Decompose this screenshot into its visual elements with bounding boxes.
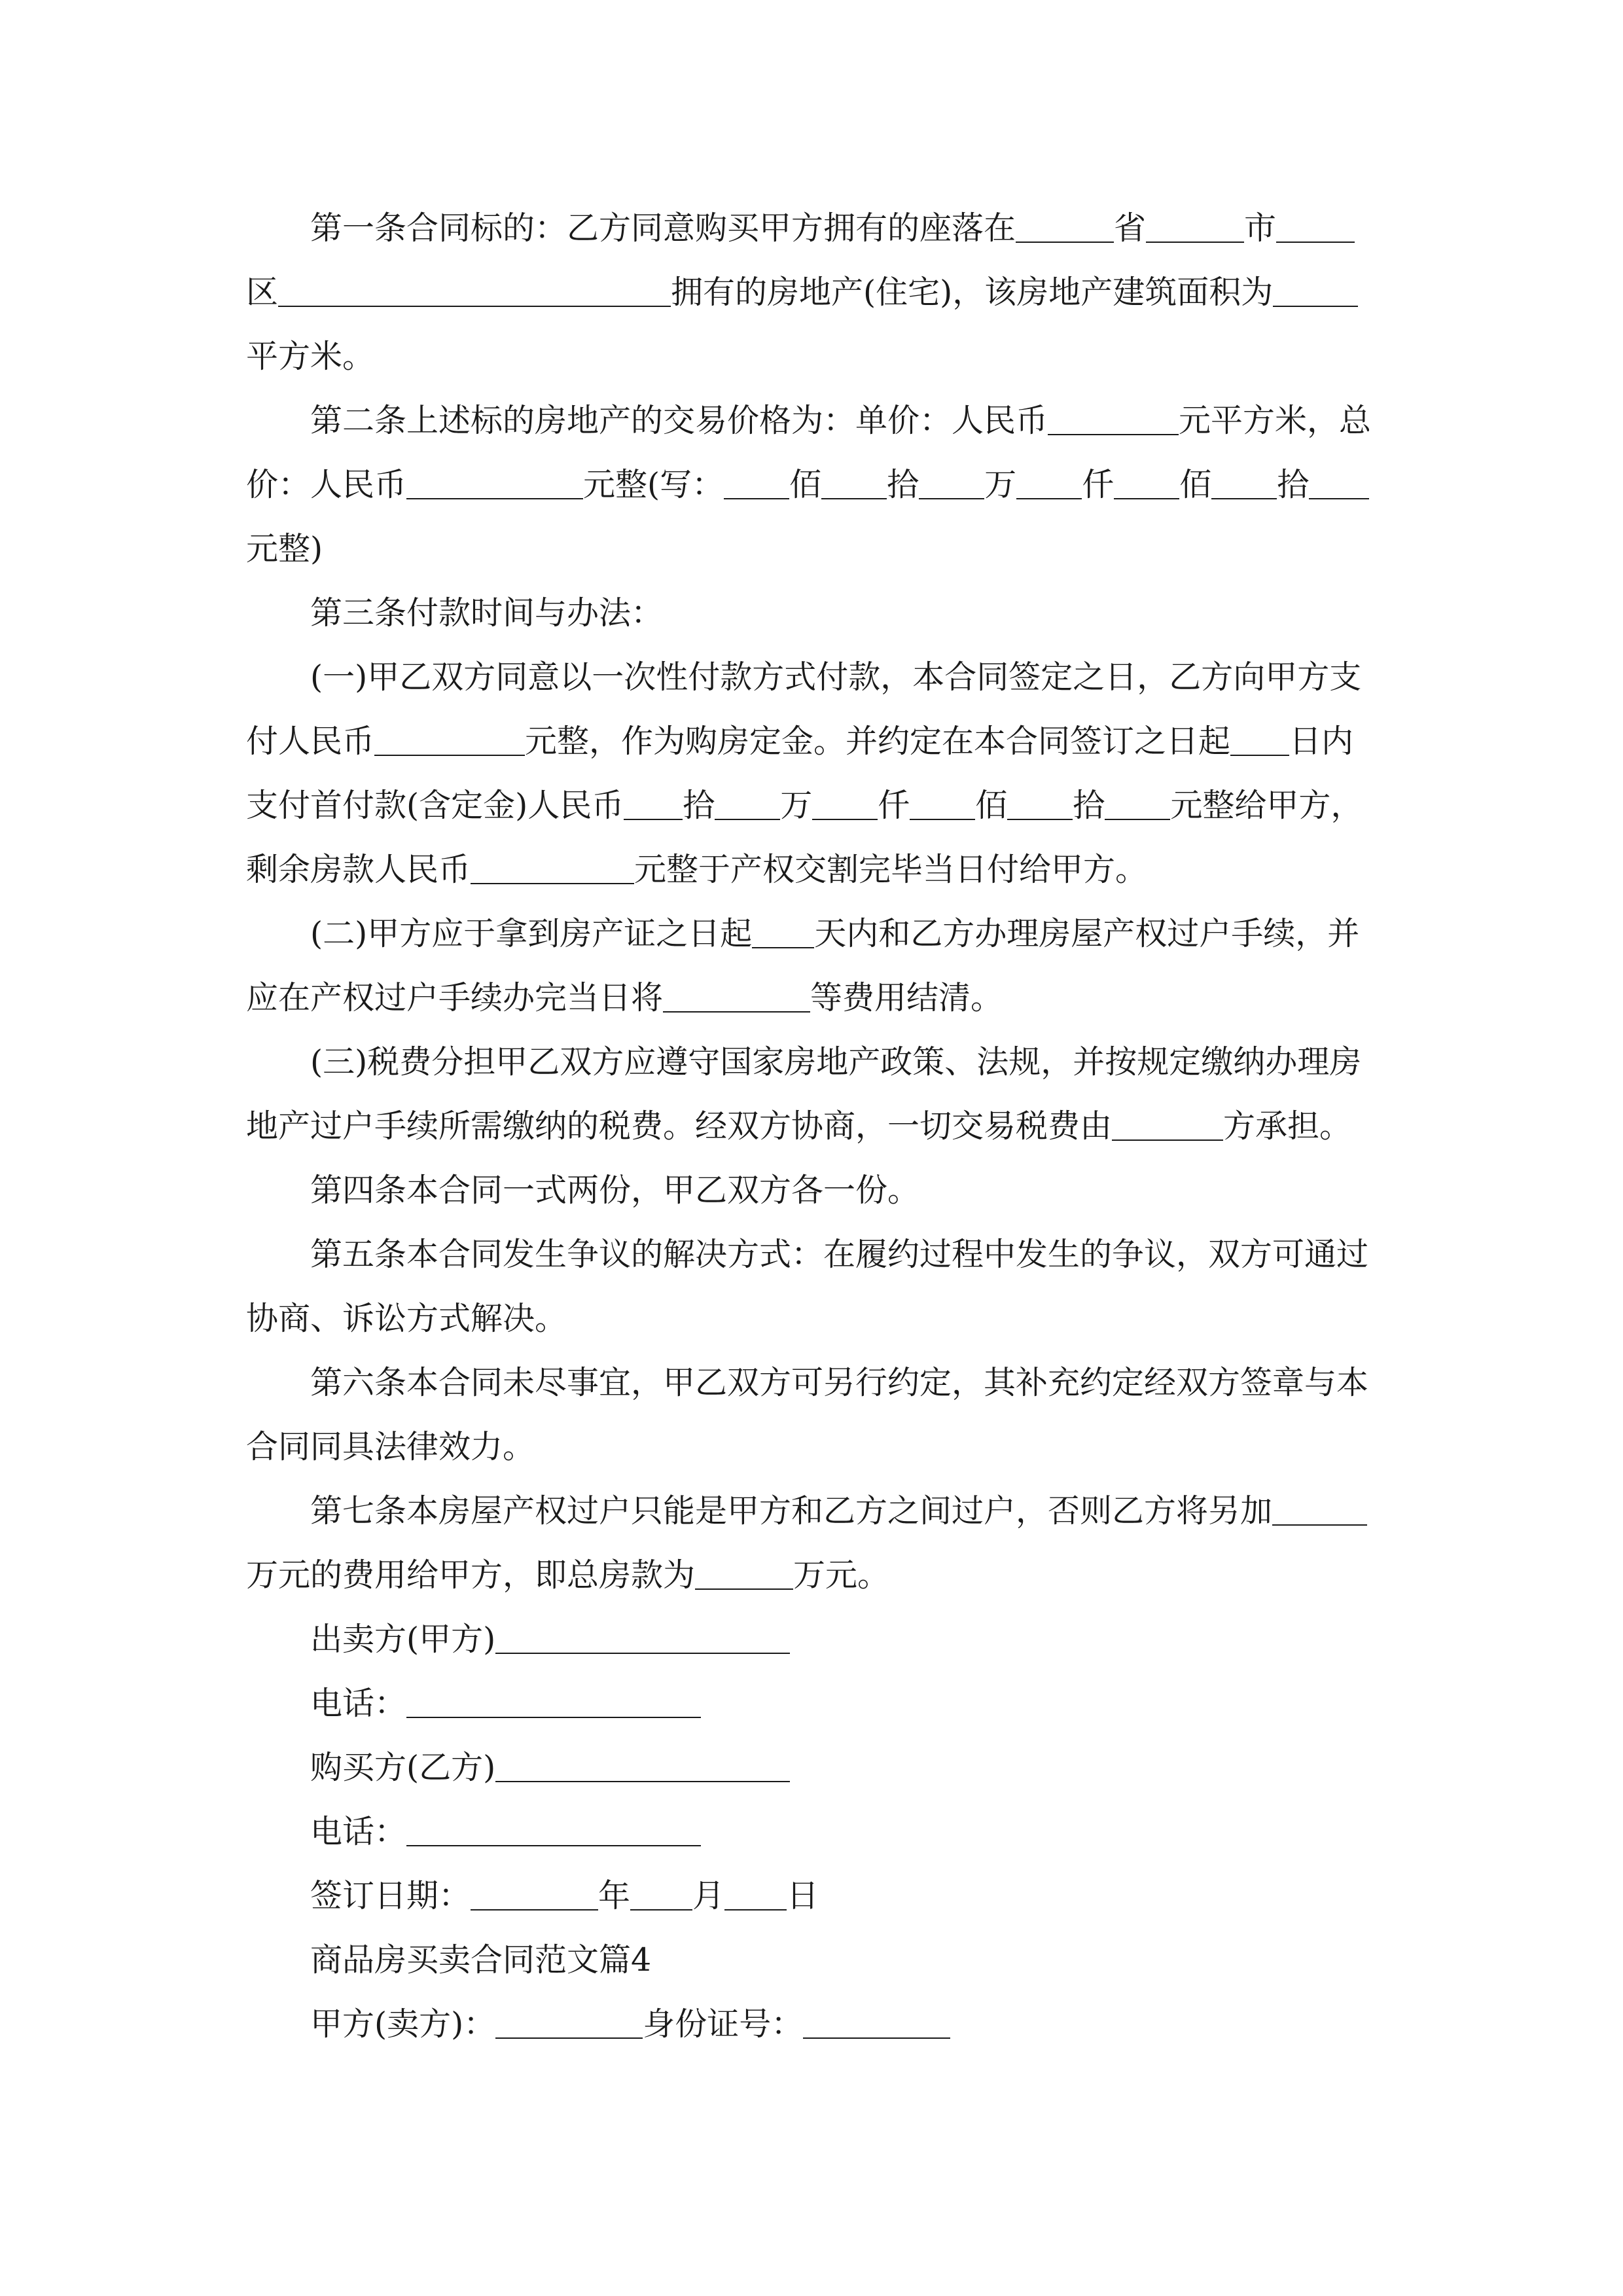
seller-phone xyxy=(310,1672,701,1736)
text: 佰 xyxy=(975,787,1008,824)
text: 万 xyxy=(984,466,1017,503)
fees-blank[interactable] xyxy=(663,973,810,1013)
text: 甲方(卖方)： xyxy=(310,2005,496,2043)
text: 仟 xyxy=(878,787,910,824)
text: 日内 xyxy=(1289,723,1354,760)
text: 市 xyxy=(1244,209,1277,247)
text: 仟 xyxy=(1082,466,1115,503)
deposit-blank[interactable] xyxy=(374,717,525,756)
amount-blank[interactable] xyxy=(812,781,878,820)
text: 佰 xyxy=(789,466,822,503)
amount-blank[interactable] xyxy=(1114,460,1179,499)
text: 身份证号： xyxy=(643,2005,804,2043)
address-blank[interactable] xyxy=(278,268,671,307)
article5-line2: 协商、诉讼方式解决。 xyxy=(246,1300,567,1337)
text: 等费用结清。 xyxy=(810,979,1003,1016)
text: 区 xyxy=(246,274,279,311)
text: 元平方米，总 xyxy=(1179,402,1372,439)
article2-line2 xyxy=(246,453,1369,517)
days-blank[interactable] xyxy=(1230,717,1289,756)
amount-blank[interactable] xyxy=(1309,460,1369,499)
text: 购买方(乙方) xyxy=(310,1749,496,1786)
text: 剩余房款人民币 xyxy=(246,851,471,888)
signing-date xyxy=(310,1864,819,1928)
text: 地产过户手续所需缴纳的税费。经双方协商，一切交易税费由 xyxy=(246,1107,1113,1145)
amount-blank[interactable] xyxy=(919,460,984,499)
text: 拾 xyxy=(1277,466,1310,503)
tax-party-blank[interactable] xyxy=(1112,1102,1223,1141)
text: 拥有的房地产(住宅)，该房地产建筑面积为 xyxy=(671,274,1274,311)
year-blank[interactable] xyxy=(471,1871,598,1910)
article3-p1-line1: (一)甲乙双方同意以一次性付款方式付款，本合同签定之日，乙方向甲方支 xyxy=(310,658,1362,696)
article1-line2 xyxy=(246,260,1358,325)
total-price-blank[interactable] xyxy=(406,460,583,499)
text: 应在产权过户手续办完当日将 xyxy=(246,979,664,1016)
seller-name-blank[interactable] xyxy=(495,1615,790,1654)
text: 拾 xyxy=(1073,787,1105,824)
party-a-name-blank[interactable] xyxy=(495,2000,643,2039)
amount-blank[interactable] xyxy=(1016,460,1082,499)
total-blank[interactable] xyxy=(695,1551,793,1590)
district-blank[interactable] xyxy=(1276,204,1355,243)
month-blank[interactable] xyxy=(630,1871,692,1910)
next-party-line xyxy=(310,1992,950,2056)
unit-price-blank[interactable] xyxy=(1048,396,1179,435)
amount-blank[interactable] xyxy=(910,781,975,820)
text: 元整给甲方， xyxy=(1170,787,1363,824)
seller-phone-blank[interactable] xyxy=(406,1679,701,1718)
buyer-phone-blank[interactable] xyxy=(406,1807,701,1846)
article6-line1: 第六条本合同未尽事宜，甲乙双方可另行约定，其补充约定经双方签章与本 xyxy=(310,1364,1369,1401)
buyer-phone xyxy=(310,1800,701,1864)
amount-blank[interactable] xyxy=(724,460,789,499)
text: 价：人民币 xyxy=(246,466,407,503)
text: 万 xyxy=(780,787,813,824)
article3-p1-line2 xyxy=(246,709,1353,774)
text: 出卖方(甲方) xyxy=(310,1621,496,1658)
text: 万元。 xyxy=(793,1556,890,1594)
article4: 第四条本合同一式两份，甲乙双方各一份。 xyxy=(310,1172,920,1209)
text: 签订日期： xyxy=(310,1877,471,1914)
text: 拾 xyxy=(683,787,715,824)
article3-p1-line4 xyxy=(246,838,1147,902)
text: 省 xyxy=(1114,209,1147,247)
text: 佰 xyxy=(1179,466,1212,503)
article2-line1 xyxy=(310,389,1371,453)
text: 月 xyxy=(692,1877,725,1914)
text: 拾 xyxy=(887,466,919,503)
text: 电话： xyxy=(310,1813,407,1850)
article3-p3-line1: (三)税费分担甲乙双方应遵守国家房地产政策、法规，并按规定缴纳办理房 xyxy=(310,1043,1362,1081)
buyer-name-blank[interactable] xyxy=(495,1743,790,1782)
text: 支付首付款(含定金)人民币 xyxy=(246,787,624,824)
city-blank[interactable] xyxy=(1146,204,1244,243)
amount-blank[interactable] xyxy=(821,460,887,499)
text: 第七条本房屋产权过户只能是甲方和乙方之间过户，否则乙方将另加 xyxy=(310,1492,1273,1530)
extra-fee-blank[interactable] xyxy=(1272,1486,1367,1526)
article1-line3: 平方米。 xyxy=(246,338,375,375)
article3-p2-line1 xyxy=(310,902,1359,966)
article3-p2-line2 xyxy=(246,966,1003,1030)
text: 年 xyxy=(598,1877,631,1914)
article6-line2: 合同同具法律效力。 xyxy=(246,1428,535,1465)
article7-line1 xyxy=(310,1479,1367,1543)
text: 天内和乙方办理房屋产权过户手续，并 xyxy=(814,915,1360,952)
amount-blank[interactable] xyxy=(1211,460,1277,499)
article3-p3-line2 xyxy=(246,1094,1351,1158)
day-blank[interactable] xyxy=(724,1871,787,1910)
article1-line1 xyxy=(310,196,1355,260)
text: 元整于产权交割完毕当日付给甲方。 xyxy=(634,851,1148,888)
amount-blank[interactable] xyxy=(715,781,780,820)
article5-line1: 第五条本合同发生争议的解决方式：在履约过程中发生的争议，双方可通过 xyxy=(310,1236,1369,1273)
text: 付人民币 xyxy=(246,723,375,760)
article7-line2 xyxy=(246,1543,889,1607)
balance-blank[interactable] xyxy=(471,845,634,884)
text: 第一条合同标的：乙方同意购买甲方拥有的座落在 xyxy=(310,209,1016,247)
amount-blank[interactable] xyxy=(624,781,683,820)
text: (二)甲方应于拿到房产证之日起 xyxy=(310,915,753,952)
text: 元整(写： xyxy=(583,466,724,503)
province-blank[interactable] xyxy=(1016,204,1114,243)
amount-blank[interactable] xyxy=(1105,781,1170,820)
buyer-signature xyxy=(310,1736,790,1800)
amount-blank[interactable] xyxy=(1007,781,1073,820)
text: 方承担。 xyxy=(1223,1107,1352,1145)
text: 电话： xyxy=(310,1685,407,1722)
text: 日 xyxy=(787,1877,819,1914)
seller-signature xyxy=(310,1607,790,1672)
article2-line3: 元整) xyxy=(246,530,323,567)
text: 万元的费用给甲方，即总房款为 xyxy=(246,1556,696,1594)
text: 元整，作为购房定金。并约定在本合同签订之日起 xyxy=(525,723,1231,760)
area-blank[interactable] xyxy=(1273,268,1358,307)
article3-p1-line3 xyxy=(246,774,1363,838)
days-blank[interactable] xyxy=(752,909,814,948)
next-section-title: 商品房买卖合同范文篇4 xyxy=(310,1941,652,1979)
article3-title: 第三条付款时间与办法： xyxy=(310,594,664,632)
id-number-blank[interactable] xyxy=(803,2000,950,2039)
text: 第二条上述标的房地产的交易价格为：单价：人民币 xyxy=(310,402,1048,439)
